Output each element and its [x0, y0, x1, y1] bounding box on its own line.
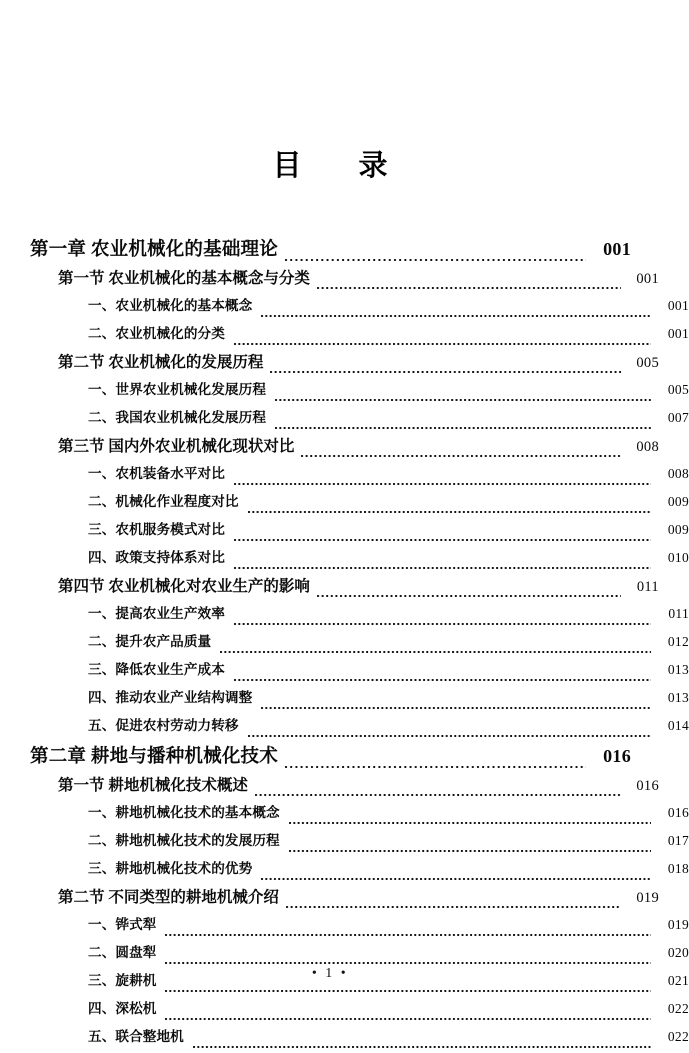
toc-entry-page-number: 005	[667, 382, 689, 397]
toc-entry-label: 五、联合整地机	[88, 1029, 184, 1044]
dot-leader	[193, 1037, 651, 1053]
toc-entry-label: 第三节 国内外农业机械化现状对比	[58, 438, 295, 455]
toc-entry-page-number: 001	[636, 271, 659, 287]
toc-entry-label: 二、我国农业机械化发展历程	[88, 410, 267, 425]
toc-entry-item[interactable]	[88, 1025, 689, 1053]
toc-entry-item[interactable]	[88, 518, 689, 546]
toc-entry-label: 三、旋耕机	[88, 973, 157, 988]
toc-entry-label: 四、政策支持体系对比	[88, 550, 225, 565]
toc-entry-section[interactable]	[58, 350, 659, 378]
toc-entry-item[interactable]	[88, 462, 689, 490]
toc-entry-item[interactable]	[88, 490, 689, 518]
toc-entry-label: 二、提升农产品质量	[88, 634, 212, 649]
toc-entry-page-number: 021	[667, 973, 689, 988]
toc-entry-label: 第二节 不同类型的耕地机械介绍	[58, 889, 279, 906]
dot-leader	[234, 558, 651, 574]
toc-entry-section[interactable]	[58, 266, 659, 294]
toc-entry-page-number: 001	[603, 239, 631, 259]
toc-entry-label: 五、促进农村劳动力转移	[88, 718, 239, 733]
toc-entry-label: 三、耕地机械化技术的优势	[88, 861, 253, 876]
toc-entry-item[interactable]	[88, 857, 689, 885]
toc-entry-label: 一、耕地机械化技术的基本概念	[88, 805, 280, 820]
toc-entry-item[interactable]	[88, 801, 689, 829]
dot-leader	[165, 1009, 651, 1025]
toc-entry-item[interactable]	[88, 406, 689, 434]
toc-entry-section[interactable]	[58, 574, 659, 602]
dot-leader	[317, 586, 621, 602]
toc-entry-page-number: 016	[667, 805, 689, 820]
toc-entry-page-number: 016	[603, 746, 631, 766]
toc-entry-label: 第二节 农业机械化的发展历程	[58, 354, 264, 371]
toc-entry-page-number: 009	[667, 494, 689, 509]
dot-leader	[285, 757, 586, 773]
toc-entry-label: 第四节 农业机械化对农业生产的影响	[58, 578, 310, 595]
dot-leader	[220, 642, 651, 658]
toc-entry-item[interactable]	[88, 997, 689, 1025]
toc-entry-label: 一、世界农业机械化发展历程	[88, 382, 267, 397]
toc-entry-item[interactable]	[88, 714, 689, 742]
toc-entry-page-number: 011	[668, 606, 689, 621]
dot-leader	[234, 614, 651, 630]
dot-leader	[286, 897, 621, 913]
toc-entry-label: 二、耕地机械化技术的发展历程	[88, 833, 280, 848]
toc-entry-label: 二、农业机械化的分类	[88, 326, 225, 341]
toc-entry-page-number: 008	[667, 466, 689, 481]
toc-entry-page-number: 019	[636, 890, 659, 906]
toc-entry-page-number: 016	[636, 778, 659, 794]
toc-entry-section[interactable]	[58, 773, 659, 801]
toc-entry-item[interactable]	[88, 378, 689, 406]
toc-entry-item[interactable]	[88, 829, 689, 857]
toc-entry-page-number: 010	[667, 550, 689, 565]
toc-list	[30, 235, 689, 1053]
toc-entry-section[interactable]	[58, 885, 659, 913]
toc-entry-label: 四、推动农业产业结构调整	[88, 690, 253, 705]
dot-leader	[248, 726, 651, 742]
toc-entry-label: 一、农机装备水平对比	[88, 466, 225, 481]
toc-entry-label: 二、圆盘犁	[88, 945, 157, 960]
toc-entry-label: 一、提高农业生产效率	[88, 606, 225, 621]
toc-entry-label: 二、机械化作业程度对比	[88, 494, 239, 509]
toc-entry-label: 三、降低农业生产成本	[88, 662, 225, 677]
toc-entry-item[interactable]	[88, 658, 689, 686]
toc-entry-page-number: 013	[667, 690, 689, 705]
dot-leader	[317, 278, 621, 294]
toc-entry-page-number: 012	[667, 634, 689, 649]
toc-entry-page-number: 022	[667, 1029, 689, 1044]
toc-entry-label: 第一节 农业机械化的基本概念与分类	[58, 270, 310, 287]
toc-entry-page-number: 019	[667, 917, 689, 932]
dot-leader	[275, 390, 651, 406]
dot-leader	[165, 981, 651, 997]
dot-leader	[289, 841, 651, 857]
dot-leader	[270, 362, 621, 378]
toc-entry-label: 第一章 农业机械化的基础理论	[30, 240, 278, 260]
toc-entry-page-number: 022	[667, 1001, 689, 1016]
toc-entry-section[interactable]	[58, 434, 659, 462]
dot-leader	[261, 869, 651, 885]
toc-entry-page-number: 001	[667, 326, 689, 341]
dot-leader	[261, 306, 651, 322]
dot-leader	[234, 334, 651, 350]
toc-entry-item[interactable]	[88, 322, 689, 350]
toc-entry-chapter[interactable]	[30, 235, 631, 266]
toc-entry-page-number: 009	[667, 522, 689, 537]
toc-entry-label: 三、农机服务模式对比	[88, 522, 225, 537]
dot-leader	[255, 785, 621, 801]
toc-entry-page-number: 008	[636, 439, 659, 455]
dot-leader	[248, 502, 651, 518]
toc-entry-item[interactable]	[88, 686, 689, 714]
toc-entry-label: 第二章 耕地与播种机械化技术	[30, 747, 278, 767]
toc-entry-page-number: 018	[667, 861, 689, 876]
toc-entry-page-number: 007	[667, 410, 689, 425]
toc-entry-page-number: 005	[636, 355, 659, 371]
page-title: 目 录	[272, 150, 402, 182]
dot-leader	[289, 813, 651, 829]
dot-leader	[275, 418, 651, 434]
dot-leader	[261, 698, 651, 714]
dot-leader	[234, 474, 651, 490]
toc-entry-item[interactable]	[88, 294, 689, 322]
toc-entry-item[interactable]	[88, 546, 689, 574]
toc-entry-page-number: 001	[667, 298, 689, 313]
toc-entry-item[interactable]	[88, 941, 689, 969]
toc-entry-label: 一、农业机械化的基本概念	[88, 298, 253, 313]
toc-entry-page-number: 011	[636, 579, 659, 595]
toc-entry-label: 四、深松机	[88, 1001, 157, 1016]
toc-entry-label: 第一节 耕地机械化技术概述	[58, 777, 248, 794]
toc-entry-item[interactable]	[88, 630, 689, 658]
dot-leader	[234, 530, 651, 546]
toc-entry-page-number: 013	[667, 662, 689, 677]
toc-entry-page-number: 017	[667, 833, 689, 848]
dot-leader	[285, 250, 586, 266]
toc-entry-item[interactable]	[88, 602, 689, 630]
toc-entry-page-number: 020	[667, 945, 689, 960]
toc-entry-chapter[interactable]	[30, 742, 631, 773]
dot-leader	[165, 925, 651, 941]
toc-entry-label: 一、铧式犁	[88, 917, 157, 932]
dot-leader	[234, 670, 651, 686]
toc-entry-item[interactable]	[88, 913, 689, 941]
dot-leader	[301, 446, 621, 462]
toc-entry-page-number: 014	[667, 718, 689, 733]
page-number-footer: • 1 •	[311, 966, 349, 981]
